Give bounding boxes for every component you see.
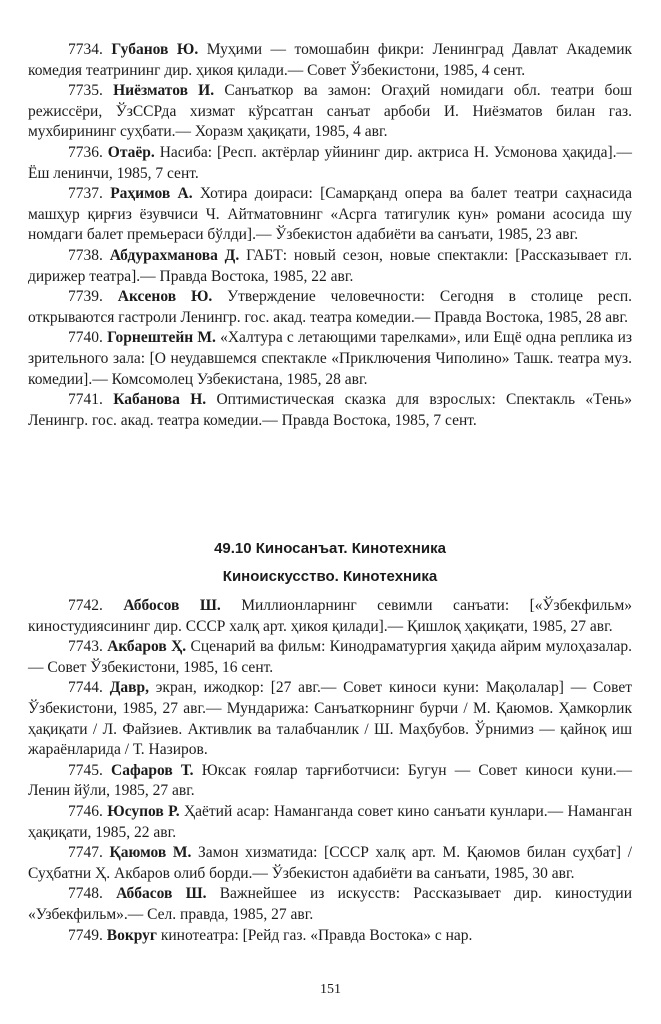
entry-number: 7747. [68,844,103,862]
entry-number: 7740. [68,329,103,347]
entry-text: ГАБТ: новый сезон, новые спектакли: [Рассказывает гл. дирижер театра].— Правда Востока, 1985, 22 авг. [28,246,633,285]
entry-text: Муҳими — томошабин фикри: Ленинград Давлат Академик комедия театрининг дир. ҳикоя қилади.— Совет Ўзбекистони, 1985, 4 сент. [28,41,633,79]
entry-text: Сценарий ва фильм: Кинодраматургия ҳақида айрим мулоҳазалар.— Совет Ўзбекистони, 1985, 16 сент. [28,638,633,676]
entry-7747 [28,843,632,884]
entry-number: 7744. [68,679,103,697]
entry-7743 [28,637,632,678]
page-number: 151 [320,982,341,997]
section-heading-ru: Киноискусство. Кинотехника [222,568,438,585]
entry-text: Замон хизматида: [СССР халқ арт. М. Қаюмов билан суҳбат] / Суҳбатни Ҳ. Акбаров олиб борди.— Ўзбекистон адабиёти ва санъати, 1985, 30 авг. [28,844,633,882]
entry-number: 7743. [68,638,103,656]
entry-author: Аббасов Ш. [116,885,207,903]
entry-author: Раҳимов А. [110,185,193,203]
entry-author: Давр, [109,679,149,697]
entry-author: Қаюмов М. [109,844,192,862]
entry-7740 [28,328,632,390]
entry-7742 [28,596,632,637]
entry-author: Абдурахманова Д. [109,246,240,264]
entry-author: Юсупов Р. [107,802,180,820]
entry-author: Отаёр. [107,143,155,161]
entry-number: 7738. [68,246,103,264]
entry-text: «Халтура с летающими тарелками», или Ещё одна реплика из зрительного зала: [О неудавшемся спектакле «Приключения Чиполино» Ташк. театра муз. комедии].— Комсомолец Узбекистана, 1985, 28 авг. [28,329,633,388]
entry-number: 7737. [68,185,103,203]
entry-text: Важнейшее из искусств: Рассказывает дир. киностудии «Узбекфильм».— Сел. правда, 1985, 27 авг. [28,885,633,923]
entry-text: Насиба: [Респ. актёрлар уйининг дир. актриса Н. Усмонова ҳақида].— Ёш ленинчи, 1985, 7 сент. [28,143,633,182]
entry-number: 7749. [68,926,103,944]
entry-7749 [28,926,632,947]
entry-number: 7734. [68,41,103,58]
entry-7746 [28,802,632,843]
entry-author: Губанов Ю. [111,41,199,58]
entry-7737 [28,184,632,246]
entry-7741 [28,390,632,431]
entries-top [28,40,632,431]
entry-author: Горнештейн М. [107,329,216,347]
entry-text: Утверждение человечности: Сегодня в столице респ. открываются гастроли Ленингр. гос. акад. театра комедии.— Правда Востока, 1985, 28 авг. [28,288,632,326]
entry-author: Аббосов Ш. [123,597,221,614]
entry-number: 7746. [68,802,103,820]
entry-7748 [28,884,632,925]
entry-number: 7739. [68,288,103,306]
entry-number: 7745. [68,761,103,779]
entry-text: Миллионларнинг севимли санъати: [«Ўзбекфильм» киностудиясининг дир. СССР халқ арт. ҳикоя қилади].— Қишлоқ ҳақиқати, 1985, 27 авг. [28,597,633,635]
entry-7745 [28,761,632,802]
entry-text: Ҳаётий асар: Наманганда совет кино санъати кунлари.— Наманган ҳақиқати, 1985, 22 авг. [28,802,633,841]
section-heading-uz: 49.10 Киносанъат. Кинотехника [214,540,446,557]
entry-text: Санъаткор ва замон: Огаҳий номидаги обл. театри бош режиссёри, ЎзССРда хизмат кўрсатган санъат арбоби И. Ниёзматов билан газ. мухбирининг суҳбати.— Хоразм ҳақиқати, 1985, 4 авг. [28,82,633,141]
entry-text: Хотира доираси: [Самарқанд опера ва балет театри саҳнасида машҳур қирғиз ёзувчиси Ч. Айтматовнинг «Асрга татигулик кун» романи асосида шу номдаги балет премьераси бўлди].— Ўзбекистон адабиёти ва санъати, 1985, 23 авг. [28,185,632,244]
entries-bottom [28,596,632,946]
entry-7738 [28,246,632,287]
entry-text: кинотеатра: [Рейд газ. «Правда Востока» с нар. [160,926,473,944]
entry-number: 7735. [68,82,103,100]
entry-text: Юксак ғоялар тарғиботчиси: Бугун — Совет киноси куни.— Ленин йўли, 1985, 27 авг. [28,761,633,800]
entry-text: Оптимистическая сказка для взрослых: Спектакль «Тень» Ленингр. гос. акад. театра комедии.— Правда Востока, 1985, 7 сент. [28,391,633,429]
entry-7744 [28,678,632,760]
entry-7736 [28,143,632,184]
entry-author: Кабанова Н. [113,391,207,409]
entry-7735 [28,81,632,143]
entry-number: 7736. [68,143,103,161]
entry-author: Вокруг [106,926,157,944]
entry-author: Сафаров Т. [111,761,194,779]
entry-text: экран, ижодкор: [27 авг.— Совет киноси куни: Мақолалар] — Совет Ўзбекистони, 1985, 27 авг.— Мундарижа: Санъаткорнинг бурчи / М. Қаюмов. Ҳамкорлик ҳақиқати / Л. Файзиев. Активлик ва талабчанлик / Ш. Маҳбубов. Ўрнимиз — қайноқ иш жараёнларида / Т. Назиров. [28,679,633,759]
entry-number: 7748. [68,885,103,903]
entry-author: Ниёзматов И. [113,82,215,100]
entry-author: Акбаров Ҳ. [107,638,187,656]
entry-number: 7742. [68,597,103,614]
entry-number: 7741. [68,391,103,409]
entry-7739 [28,287,632,328]
entry-author: Аксенов Ю. [117,288,213,306]
entry-7734 [28,40,632,81]
